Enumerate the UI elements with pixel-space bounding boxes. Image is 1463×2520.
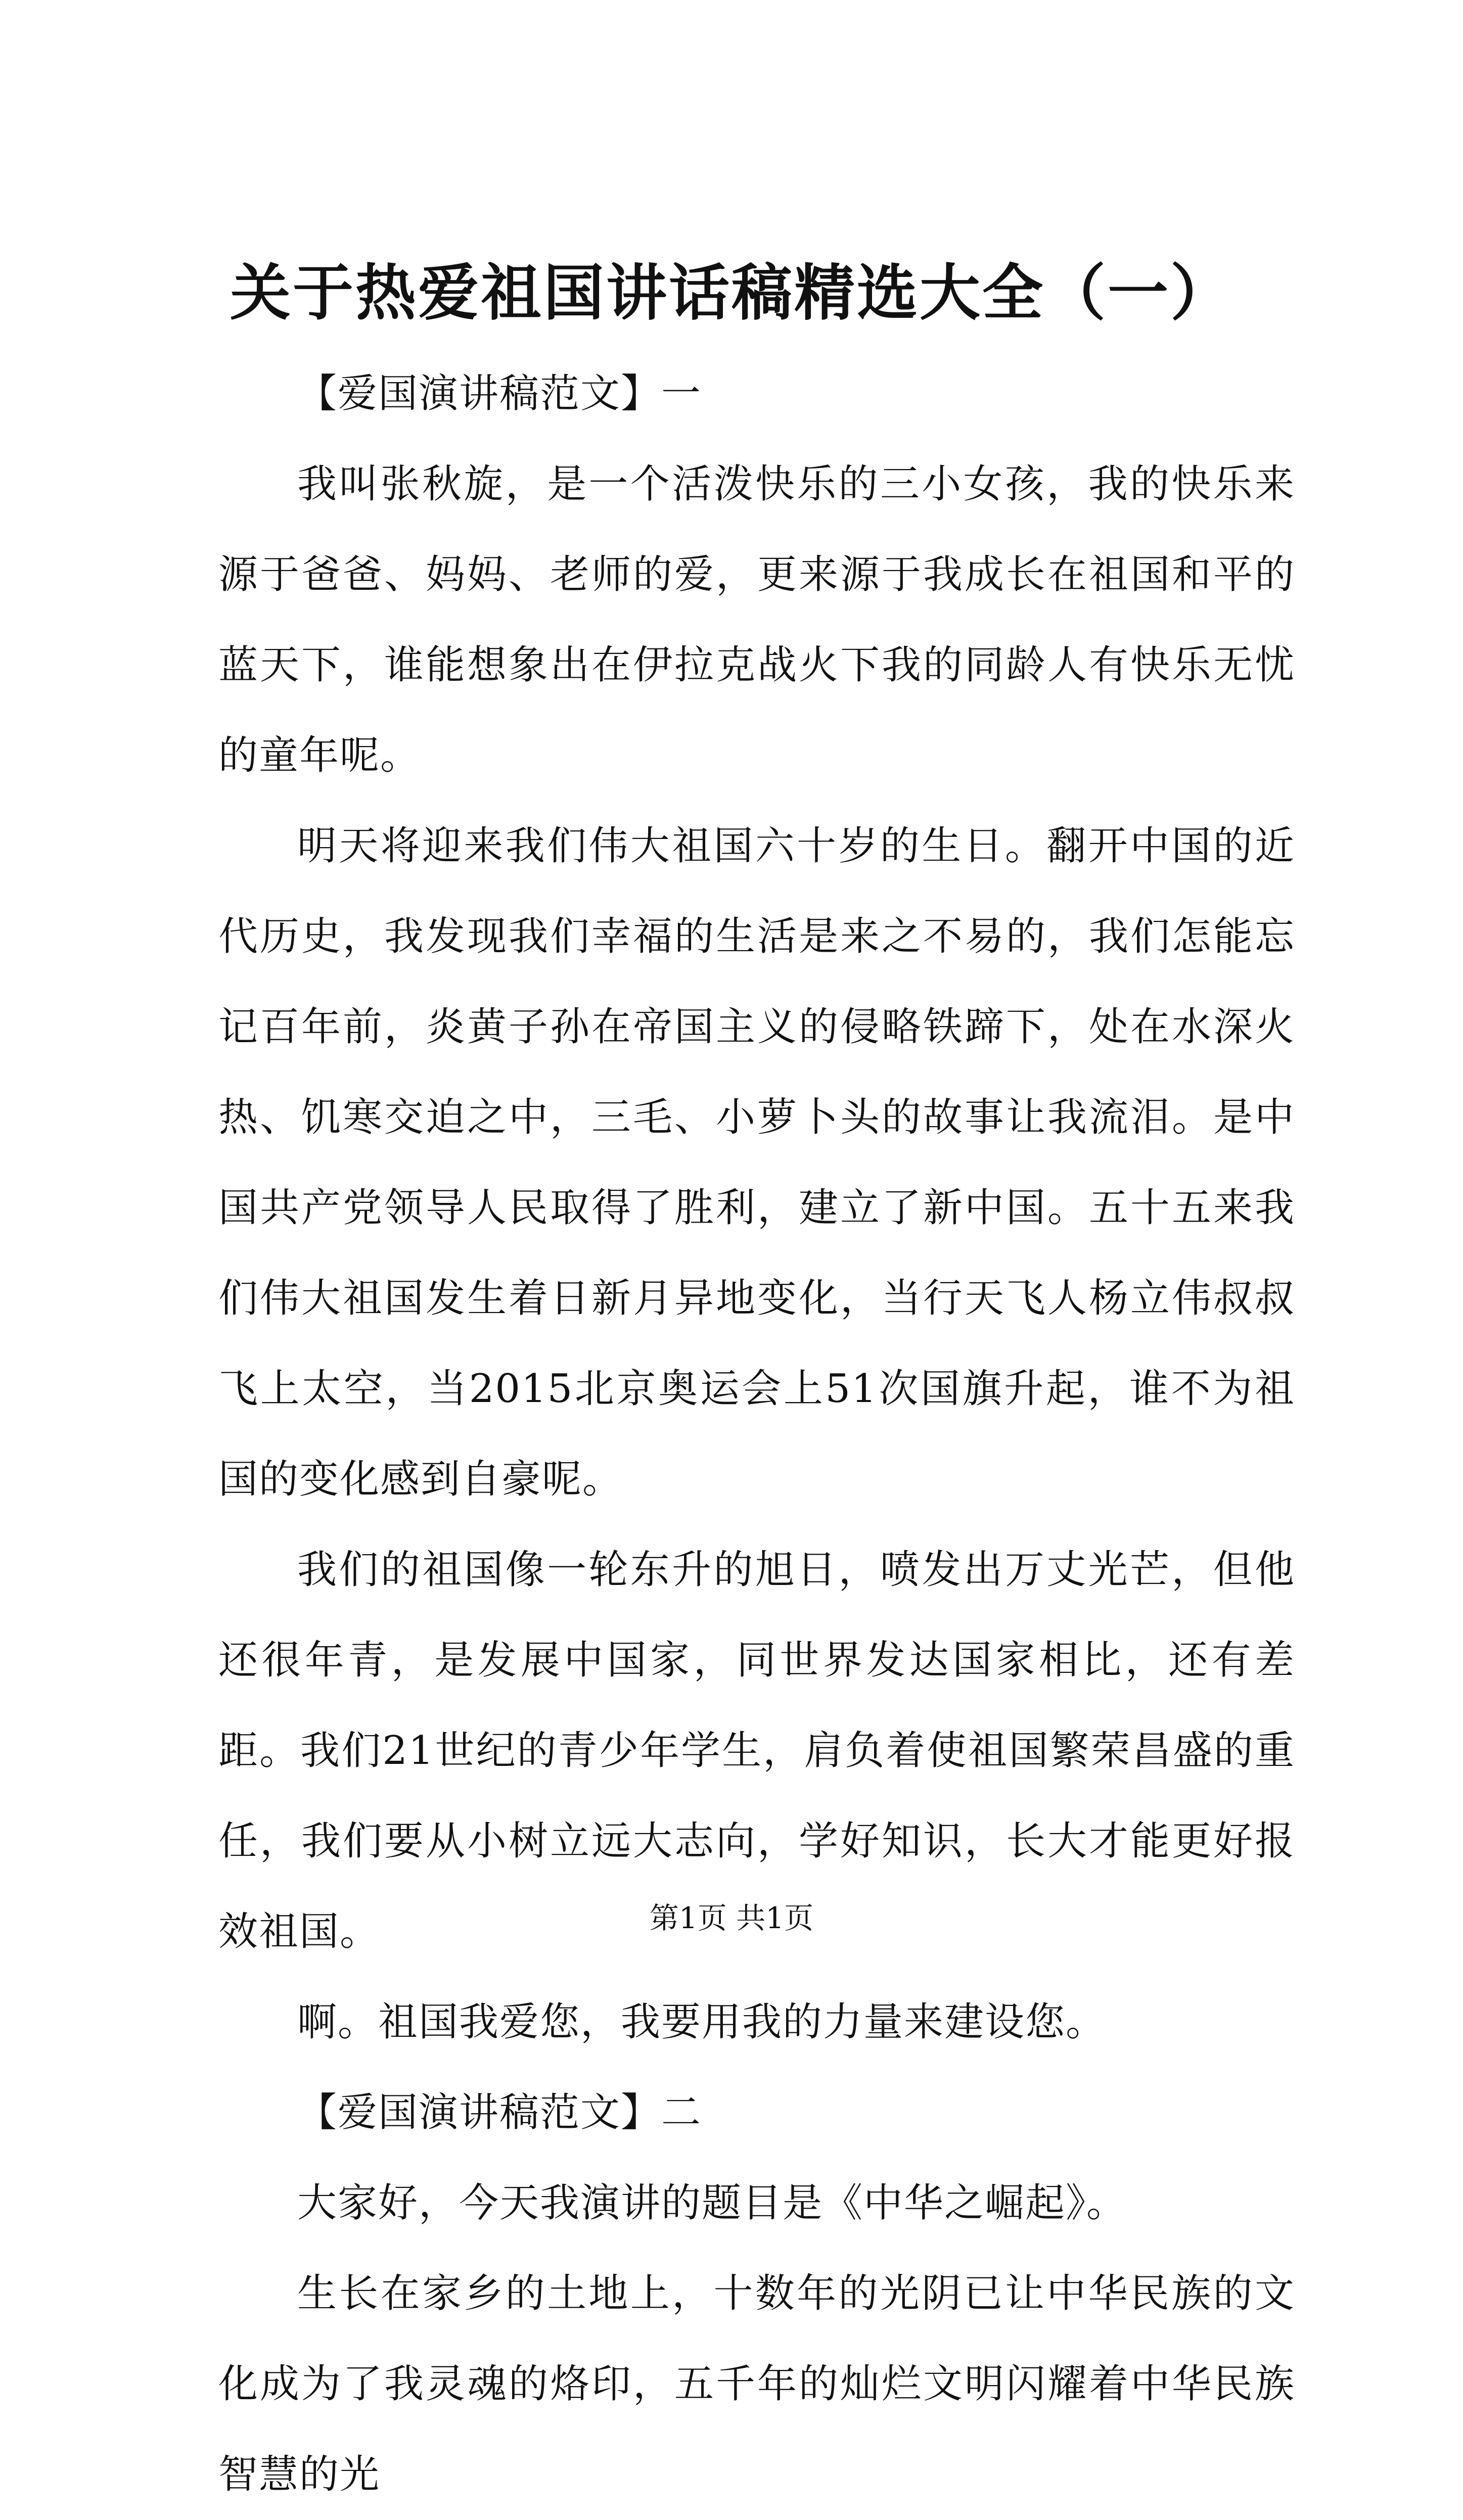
body-paragraph: 明天将迎来我们伟大祖国六十岁的生日。翻开中国的近代历史，我发现我们幸福的生活是来之不易的，我们怎能忘记百年前，炎黄子孙在帝国主义的侵略铁蹄下，处在水深火热、饥寒交迫之中，三毛、小萝卜头的故事让我流泪。是中国共产党领导人民取得了胜利，建立了新中国。五十五来我们伟大祖国发生着日新月异地变化，当行天飞人杨立伟叔叔飞上太空，当2015北京奥运会上51次国旗升起，谁不为祖国的变化感到自豪呢。 — [218, 823, 1295, 1502]
body-paragraph: 生长在家乡的土地上，十数年的光阴已让中华民族的文化成为了我灵魂的烙印，五千年的灿烂文明闪耀着中华民族智慧的光 — [218, 2271, 1295, 2497]
section-heading-one: 【爱国演讲稿范文】一 — [297, 371, 702, 416]
body-paragraph: 我们的祖国像一轮东升的旭日，喷发出万丈光芒，但他还很年青，是发展中国家，同世界发达国家相比，还有差距。我们21世纪的青少年学生，肩负着使祖国繁荣昌盛的重任，我们要从小树立远大志向，学好知识，长大才能更好报效祖国。 — [218, 1547, 1295, 1954]
document-body — [218, 349, 1295, 2520]
page-footer: 第1页 共1页 — [649, 1901, 814, 1935]
body-paragraph: 我叫张秋旋，是一个活泼快乐的三小女孩，我的快乐来源于爸爸、妈妈、老师的爱，更来源于我成长在祖国和平的蓝天下，谁能想象出在伊拉克战火下我的同龄人有快乐无忧的童年呢。 — [218, 461, 1295, 778]
section-heading-two: 【爱国演讲稿范文】二 — [297, 2090, 702, 2135]
document-title: 关于热爱祖国讲话稿精选大全（一） — [230, 257, 1233, 329]
body-paragraph: 啊。祖国我爱您，我要用我的力量来建设您。 — [297, 1999, 1107, 2045]
body-paragraph: 大家好，今天我演讲的题目是《中华之崛起》。 — [297, 2180, 1127, 2226]
